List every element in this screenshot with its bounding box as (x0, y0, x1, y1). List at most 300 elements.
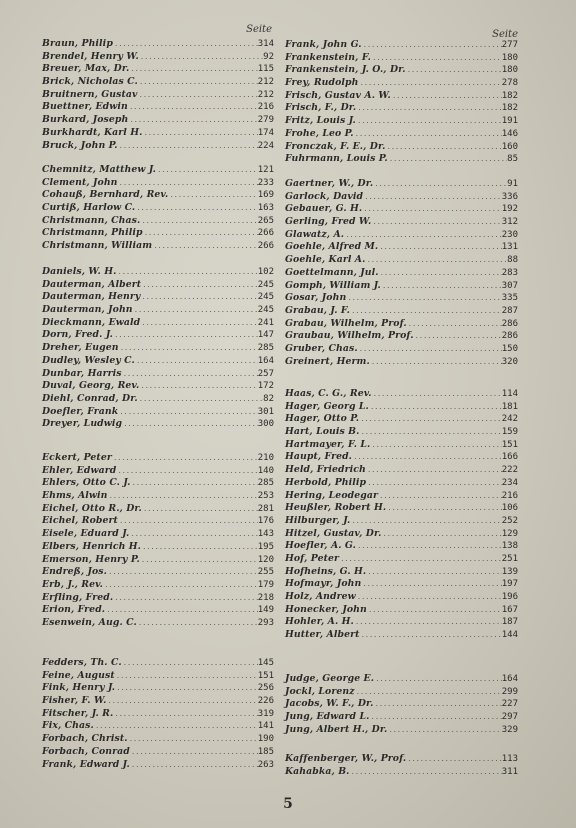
leader-dots (115, 682, 258, 695)
entry-page: 114 (501, 389, 518, 399)
entry-name: Hoefler, A. G. (285, 540, 356, 552)
entry-name: Goehle, Alfred M. (285, 241, 379, 253)
leader-dots (106, 695, 257, 708)
leader-dots (373, 698, 501, 711)
index-entry (42, 528, 274, 541)
index-group (42, 38, 274, 152)
index-entry (285, 591, 518, 604)
entry-page: 159 (501, 427, 518, 438)
index-entry (285, 753, 518, 766)
index-entry (285, 451, 518, 464)
leader-dots (142, 503, 258, 516)
leader-dots (362, 39, 502, 52)
leader-dots (130, 759, 258, 772)
index-entry (285, 490, 518, 503)
entry-name: Dieckmann, Ewald (42, 316, 141, 328)
leader-dots (135, 355, 258, 368)
index-group (285, 753, 518, 778)
entry-name: Fink, Henry J. (42, 682, 116, 694)
leader-dots (360, 629, 502, 642)
entry-name: Forbach, Christ. (42, 733, 128, 745)
index-entry (42, 38, 274, 51)
entry-page: 266 (257, 241, 274, 252)
entry-name: Hart, Louis B. (285, 426, 360, 438)
index-entry (42, 240, 274, 253)
entry-name: Christmann, Chas. (42, 214, 141, 226)
leader-dots (369, 401, 502, 414)
index-entry (42, 746, 274, 759)
index-entry (42, 76, 274, 89)
page-number: 5 (283, 796, 293, 812)
leader-dots (366, 477, 502, 490)
entry-name: Hager, Otto P. (285, 413, 360, 425)
entry-page: 151 (257, 670, 274, 681)
entry-page: 245 (257, 279, 274, 290)
leader-dots (122, 418, 258, 431)
index-entry (285, 686, 518, 699)
entry-name: Gomph, William J. (285, 279, 381, 291)
leader-dots (355, 686, 502, 699)
index-entry (42, 670, 274, 683)
index-group (285, 39, 518, 166)
leader-dots (387, 724, 501, 737)
index-group (42, 657, 274, 771)
entry-page: 245 (257, 305, 274, 316)
entry-name: Dudley, Wesley C. (42, 354, 135, 366)
leader-dots (137, 617, 258, 630)
index-entry (42, 515, 274, 528)
entry-name: Jockl, Lorenz (285, 685, 355, 697)
entry-name: Dauterman, John (42, 304, 133, 316)
entry-page: 151 (501, 439, 518, 450)
leader-dots (130, 477, 257, 490)
leader-dots (385, 141, 501, 154)
index-entry (285, 673, 518, 686)
entry-name: Hofmayr, John (285, 578, 362, 590)
entry-page: 277 (501, 40, 518, 50)
entry-page: 169 (257, 190, 274, 201)
entry-name: Emerson, Henry P. (42, 553, 140, 565)
entry-name: Fedders, Th. C. (42, 657, 122, 668)
leader-dots (141, 279, 258, 292)
entry-page: 297 (501, 712, 518, 723)
leader-dots (130, 746, 258, 759)
entry-page: 281 (257, 503, 274, 514)
index-entry (285, 280, 518, 293)
index-entry (285, 616, 518, 629)
entry-name: Hilburger, J. (285, 514, 351, 526)
entry-page: 285 (257, 478, 274, 489)
leader-dots (140, 317, 258, 330)
leader-dots (371, 216, 501, 229)
entry-name: Eichel, Robert (42, 515, 118, 527)
leader-dots (356, 102, 502, 115)
index-entry (42, 227, 274, 240)
entry-name: Haupt, Fred. (285, 451, 353, 463)
leader-dots (128, 733, 258, 746)
entry-page: 299 (501, 686, 518, 697)
entry-page: 92 (263, 51, 274, 62)
entry-name: Doefler, Frank (42, 405, 119, 417)
entry-page: 172 (257, 381, 274, 392)
leader-dots (139, 51, 263, 64)
entry-name: Gosar, John (285, 292, 347, 304)
entry-name: Haas, C. G., Rev. (285, 388, 372, 399)
leader-dots (361, 578, 501, 591)
entry-page: 143 (257, 529, 274, 540)
entry-page: 256 (257, 683, 274, 694)
index-entry (285, 528, 518, 541)
index-entry (42, 380, 274, 393)
leader-dots (94, 720, 258, 733)
index-entry (285, 566, 518, 579)
index-entry (285, 141, 518, 154)
index-entry (285, 39, 518, 52)
leader-dots (346, 292, 501, 305)
leader-dots (152, 240, 258, 253)
entry-page: 82 (263, 393, 274, 404)
index-entry (42, 189, 274, 202)
leader-dots (129, 63, 257, 76)
entry-name: Fix, Chas. (42, 720, 94, 732)
entry-name: Held, Friedrich (285, 464, 366, 476)
index-entry (285, 292, 518, 305)
entry-page: 164 (501, 674, 518, 684)
leader-dots (365, 254, 507, 267)
entry-page: 336 (501, 191, 518, 202)
leader-dots (129, 528, 257, 541)
leader-dots (141, 541, 258, 554)
entry-page: 252 (501, 515, 518, 526)
leader-dots (352, 451, 502, 464)
leader-dots (116, 266, 257, 279)
entry-page: 335 (501, 293, 518, 304)
entry-name: Hartmayer, F. L. (285, 438, 371, 450)
index-group (42, 266, 274, 431)
leader-dots (108, 490, 258, 503)
index-group (285, 178, 518, 368)
entry-name: Gebauer, G. H. (285, 203, 363, 215)
entry-page: 216 (501, 490, 518, 501)
entry-page: 245 (257, 292, 274, 303)
entry-page: 187 (501, 617, 518, 628)
leader-dots (363, 191, 502, 204)
entry-name: Eisele, Eduard J. (42, 528, 130, 540)
entry-name: Brick, Nicholas C. (42, 76, 138, 88)
leader-dots (138, 76, 258, 89)
entry-name: Dorn, Fred. J. (42, 329, 113, 341)
entry-page: 180 (501, 65, 518, 76)
leader-dots (359, 413, 502, 426)
entry-name: Erion, Fred. (42, 604, 106, 616)
index-entry (285, 203, 518, 216)
entry-name: Dauterman, Albert (42, 278, 142, 290)
index-entry (285, 318, 518, 331)
leader-dots (372, 388, 502, 401)
leader-dots (370, 356, 502, 369)
entry-name: Herbold, Philip (285, 476, 367, 488)
entry-name: Jacobs, W. F., Dr. (285, 698, 374, 710)
index-entry (285, 388, 518, 401)
index-entry (42, 759, 274, 772)
index-group (285, 388, 518, 642)
entry-name: Duval, Georg, Rev. (42, 380, 140, 392)
entry-page: 190 (257, 734, 274, 745)
leader-dots (370, 439, 501, 452)
entry-name: Buettner, Edwin (42, 101, 128, 113)
entry-page: 163 (257, 203, 274, 214)
index-entry (285, 439, 518, 452)
entry-page: 227 (501, 699, 518, 710)
index-entry (285, 102, 518, 115)
entry-page: 286 (501, 318, 518, 329)
entry-page: 145 (257, 658, 274, 668)
leader-dots (350, 766, 502, 779)
leader-dots (138, 393, 263, 406)
entry-page: 279 (257, 115, 274, 126)
index-entry (42, 368, 274, 381)
entry-page: 293 (257, 617, 274, 628)
index-entry (285, 77, 518, 90)
index-entry (285, 330, 518, 343)
index-entry (42, 101, 274, 114)
leader-dots (344, 229, 502, 242)
leader-dots (378, 490, 502, 503)
index-entry (42, 342, 274, 355)
leader-dots (116, 465, 257, 478)
entry-name: Hering, Leodegar (285, 489, 378, 501)
entry-page: 301 (257, 406, 274, 417)
entry-name: Greinert, Herm. (285, 355, 370, 367)
entry-name: Dauterman, Henry (42, 291, 141, 303)
leader-dots (378, 241, 501, 254)
index-entry (42, 304, 274, 317)
index-entry (285, 604, 518, 617)
leader-dots (107, 566, 258, 579)
entry-name: Clement, John (42, 176, 118, 188)
entry-page: 312 (501, 217, 518, 228)
leader-dots (135, 202, 257, 215)
leader-dots (118, 177, 258, 190)
entry-name: Hof, Peter (285, 552, 340, 564)
entry-page: 265 (257, 215, 274, 226)
entry-name: Frohe, Leo P. (285, 127, 354, 139)
leader-dots (414, 330, 502, 343)
entry-page: 257 (257, 368, 274, 379)
index-entry (285, 698, 518, 711)
leader-dots (140, 291, 257, 304)
entry-page: 115 (257, 64, 274, 75)
index-entry (42, 418, 274, 431)
entry-name: Graubau, Wilhelm, Prof. (285, 330, 414, 342)
entry-name: Frankenstein, F. (285, 51, 371, 63)
leader-dots (381, 280, 502, 293)
index-entry (42, 566, 274, 579)
leader-dots (118, 406, 257, 419)
index-entry (285, 766, 518, 779)
entry-page: 197 (501, 579, 518, 590)
index-entry (285, 90, 518, 103)
entry-page: 196 (501, 592, 518, 602)
leader-dots (138, 89, 258, 102)
entry-name: Ehler, Edward (42, 464, 117, 476)
leader-dots (105, 604, 258, 617)
index-entry (285, 515, 518, 528)
entry-name: Honecker, John (285, 603, 367, 615)
leader-dots (139, 380, 257, 393)
leader-dots (406, 753, 502, 766)
entry-page: 176 (257, 516, 274, 527)
entry-name: Forbach, Conrad (42, 745, 130, 757)
entry-page: 106 (501, 503, 518, 514)
index-entry (42, 720, 274, 733)
entry-name: Diehl, Conrad, Dr. (42, 392, 138, 404)
leader-dots (374, 673, 502, 686)
index-entry (42, 317, 274, 330)
entry-page: 216 (257, 102, 274, 113)
index-entry (285, 267, 518, 280)
entry-name: Burkard, Joseph (42, 114, 129, 126)
index-entry (42, 63, 274, 76)
entry-page: 224 (257, 140, 274, 151)
entry-page: 226 (257, 696, 274, 707)
index-entry (42, 140, 274, 153)
entry-page: 234 (501, 477, 518, 488)
leader-dots (339, 553, 502, 566)
entry-page: 147 (257, 330, 274, 341)
entry-name: Holz, Andrew (285, 591, 356, 602)
entry-page: 311 (501, 766, 518, 777)
index-entry (42, 355, 274, 368)
entry-name: Fuhrmann, Louis P. (285, 153, 388, 165)
leader-dots (143, 127, 258, 140)
index-entry (42, 490, 274, 503)
leader-dots (113, 329, 258, 342)
entry-page: 146 (501, 128, 518, 139)
leader-dots (113, 38, 258, 51)
entry-name: Frisch, Gustav A. W. (285, 89, 391, 101)
leader-dots (356, 115, 502, 128)
seite-header-left: Seite (246, 24, 272, 35)
entry-name: Dreyer, Ludwig (42, 418, 123, 430)
entry-page: 241 (257, 317, 274, 328)
entry-page: 91 (507, 179, 518, 189)
entry-name: Gerling, Fred W. (285, 216, 372, 228)
index-entry (285, 305, 518, 318)
entry-page: 285 (257, 343, 274, 354)
seite-header-right: Seite (492, 29, 518, 40)
index-entry (42, 465, 274, 478)
entry-page: 218 (257, 592, 274, 603)
leader-dots (356, 591, 502, 604)
index-entry (285, 426, 518, 439)
index-entry (42, 695, 274, 708)
entry-name: Eichel, Otto R., Dr. (42, 502, 142, 514)
entry-name: Gaertner, W., Dr. (285, 178, 374, 189)
entry-name: Fritz, Louis J. (285, 115, 356, 127)
entry-page: 102 (257, 267, 274, 277)
entry-page: 329 (501, 724, 518, 735)
entry-page: 167 (501, 604, 518, 615)
index-group (42, 164, 274, 253)
entry-name: Kaffenberger, W., Prof. (285, 753, 407, 764)
entry-name: Hitzel, Gustav, Dr. (285, 527, 382, 539)
entry-name: Hutter, Albert (285, 629, 360, 641)
index-entry (42, 202, 274, 215)
index-entry (285, 553, 518, 566)
entry-page: 255 (257, 567, 274, 578)
entry-page: 131 (501, 242, 518, 253)
leader-dots (381, 528, 501, 541)
index-entry (42, 604, 274, 617)
entry-page: 212 (257, 77, 274, 88)
entry-page: 113 (501, 754, 518, 764)
entry-page: 144 (501, 630, 518, 641)
index-entry (42, 452, 274, 465)
entry-name: Bruitnern, Gustav (42, 88, 138, 100)
index-entry (42, 477, 274, 490)
index-entry (42, 51, 274, 64)
leader-dots (143, 227, 258, 240)
entry-name: Hofheins, G. H. (285, 565, 367, 577)
entry-page: 251 (501, 553, 518, 564)
index-entry (42, 177, 274, 190)
entry-page: 319 (257, 708, 274, 719)
leader-dots (350, 305, 502, 318)
entry-name: Endreß, Jos. (42, 566, 107, 578)
entry-name: Eckert, Peter (42, 452, 112, 463)
entry-page: 166 (501, 452, 518, 463)
entry-name: Hohler, A. H. (285, 616, 354, 628)
index-entry (285, 356, 518, 369)
entry-page: 314 (257, 39, 274, 49)
entry-page: 150 (501, 343, 518, 354)
entry-name: Fitscher, J. R. (42, 707, 114, 719)
leader-dots (356, 540, 502, 553)
entry-page: 179 (257, 579, 274, 590)
entry-page: 191 (501, 116, 518, 127)
entry-page: 140 (257, 465, 274, 476)
entry-name: Feine, August (42, 669, 115, 681)
leader-dots (354, 616, 502, 629)
entry-page: 129 (501, 528, 518, 539)
index-entry (285, 464, 518, 477)
leader-dots (371, 52, 502, 65)
entry-page: 149 (257, 605, 274, 616)
entry-page: 300 (257, 419, 274, 430)
leader-dots (362, 203, 501, 216)
index-entry (42, 617, 274, 630)
leader-dots (119, 342, 258, 355)
leader-dots (128, 101, 258, 114)
entry-name: Frank, John G. (285, 39, 362, 50)
entry-page: 85 (507, 154, 518, 165)
leader-dots (359, 77, 502, 90)
index-entry (285, 343, 518, 356)
entry-name: Chemnitz, Matthew J. (42, 164, 156, 175)
entry-page: 233 (257, 177, 274, 188)
entry-page: 180 (501, 52, 518, 63)
index-entry (42, 329, 274, 342)
index-entry (42, 733, 274, 746)
leader-dots (367, 604, 502, 617)
leader-dots (140, 554, 258, 567)
entry-page: 138 (501, 541, 518, 552)
entry-name: Jung, Edward L. (285, 711, 370, 723)
entry-page: 263 (257, 759, 274, 770)
entry-name: Ehlers, Otto C. J. (42, 477, 131, 489)
index-entry (285, 153, 518, 166)
